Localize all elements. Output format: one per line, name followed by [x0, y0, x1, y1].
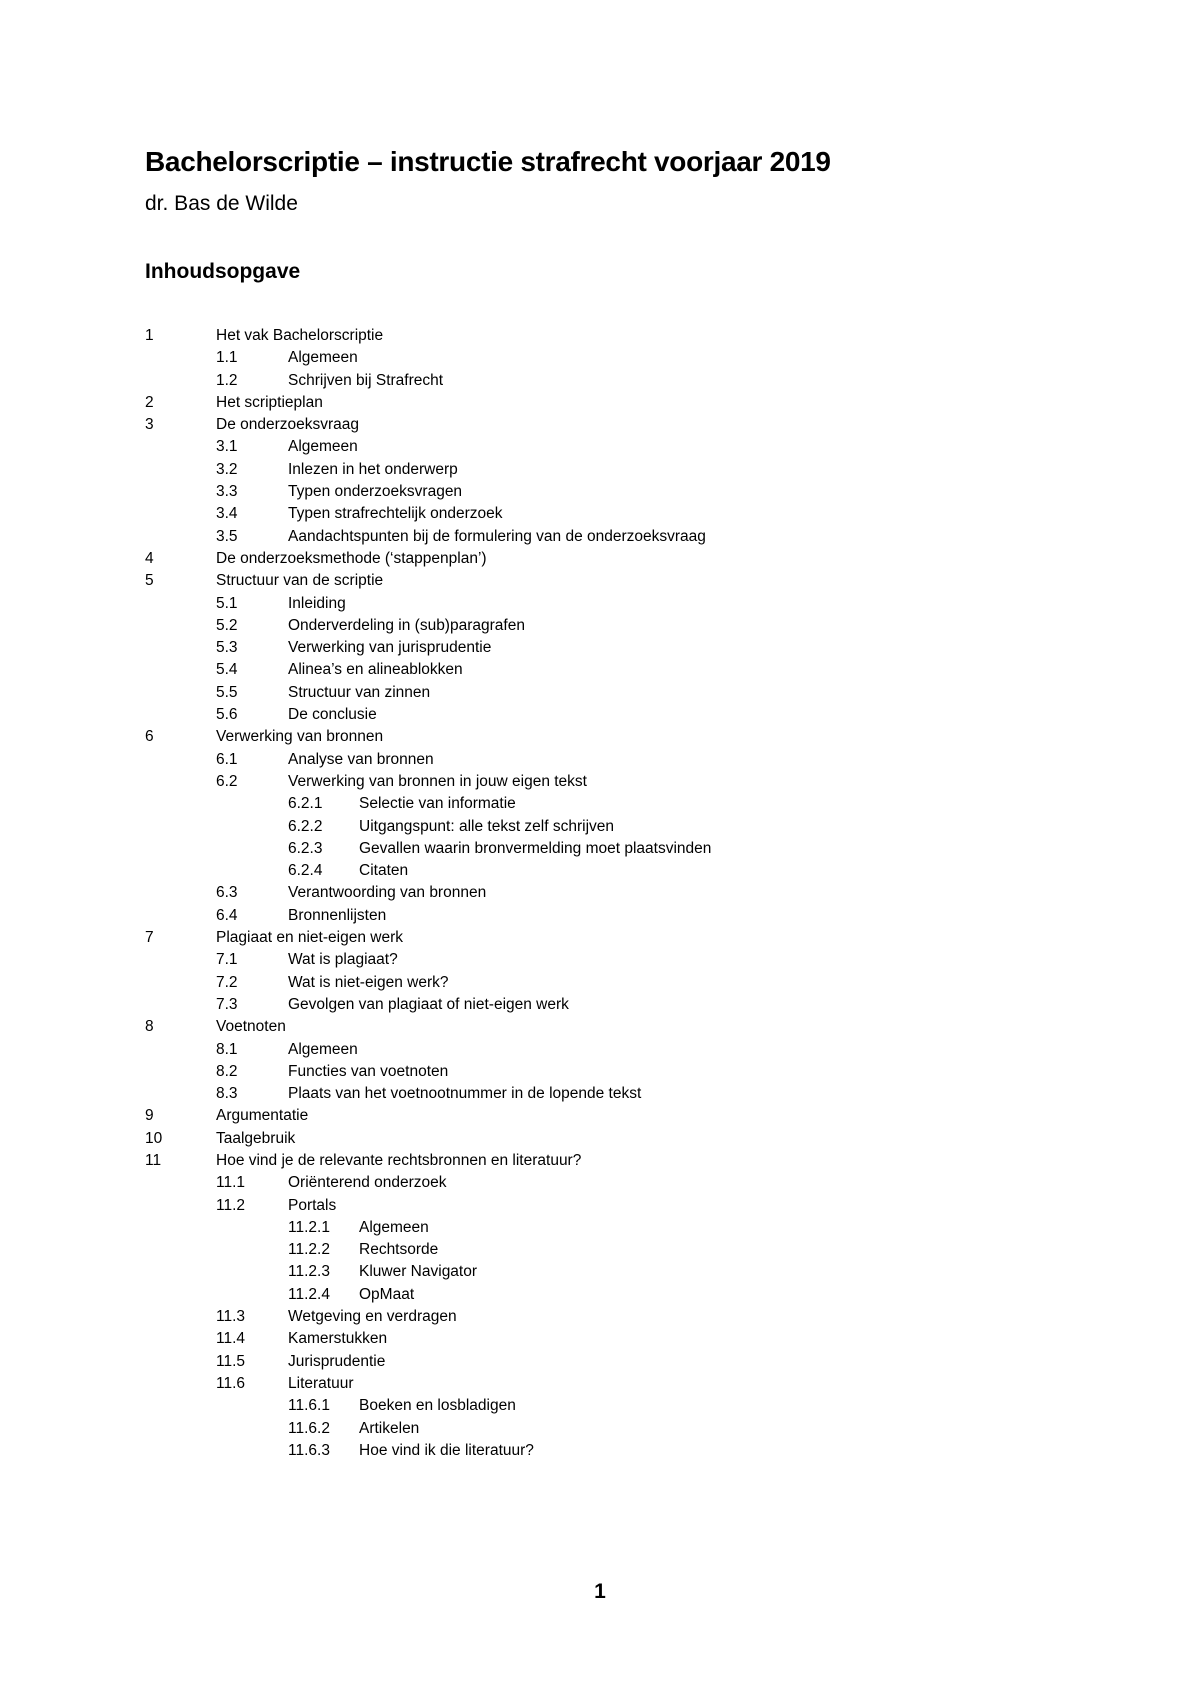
- toc-entry-number: 11.2: [216, 1196, 246, 1214]
- toc-entry: [0, 1128, 1200, 1150]
- toc-entry-number: 10: [145, 1129, 163, 1147]
- toc-entry-number: 6.2.1: [288, 795, 323, 813]
- toc-entry-title: Onderverdeling in (sub)paragrafen: [288, 616, 525, 634]
- toc-entry: [0, 1061, 1200, 1083]
- toc-entry: [0, 1306, 1200, 1328]
- toc-entry: [0, 370, 1200, 392]
- document-author: dr. Bas de Wilde: [145, 192, 298, 215]
- toc-entry-number: 1: [145, 327, 154, 344]
- toc-entry-number: 11.3: [216, 1308, 246, 1326]
- toc-entry: [0, 1150, 1200, 1172]
- toc-entry-title: De conclusie: [288, 706, 377, 724]
- toc-entry-number: 11.5: [216, 1352, 246, 1370]
- document-title: Bachelorscriptie – instructie strafrecht voorjaar 2019: [145, 146, 831, 177]
- toc-entry: [0, 816, 1200, 838]
- toc-entry: [0, 1395, 1200, 1417]
- toc-entry-title: Taalgebruik: [216, 1129, 296, 1147]
- toc-entry: [0, 593, 1200, 615]
- toc-entry: [0, 682, 1200, 704]
- toc-entry-number: 2: [145, 393, 154, 411]
- toc-entry-title: Structuur van de scriptie: [216, 572, 384, 590]
- toc-entry: [0, 325, 1200, 347]
- toc-entry: [0, 1261, 1200, 1283]
- toc-entry-number: 11.2.4: [288, 1285, 330, 1303]
- toc-entry: [0, 615, 1200, 637]
- toc-entry: [0, 749, 1200, 771]
- toc-entry-number: 7.2: [216, 973, 238, 991]
- toc-entry-title: Argumentatie: [216, 1107, 309, 1125]
- toc-entry-title: Jurisprudentie: [288, 1352, 386, 1370]
- toc-entry-title: Algemeen: [288, 349, 358, 367]
- toc-entry: [0, 436, 1200, 458]
- toc-entry-title: Wetgeving en verdragen: [288, 1308, 457, 1326]
- toc-entry-title: Voetnoten: [216, 1018, 286, 1036]
- toc-entry-title: De onderzoeksvraag: [216, 416, 360, 434]
- toc-entry-number: 6.2.3: [288, 839, 323, 857]
- toc-entry: [0, 414, 1200, 436]
- toc-entry-number: 3.5: [216, 527, 238, 545]
- toc-entry-number: 1.1: [216, 349, 238, 367]
- toc-entry: [0, 1105, 1200, 1127]
- toc-entry-title: Plaats van het voetnootnummer in de lopende tekst: [288, 1085, 642, 1103]
- toc-entry: [0, 860, 1200, 882]
- toc-entry-number: 8.3: [216, 1085, 238, 1103]
- toc-entry-number: 11.2.2: [288, 1241, 330, 1259]
- toc-entry-title: Artikelen: [359, 1419, 420, 1437]
- toc-entry-number: 6.2.2: [288, 817, 323, 835]
- toc-entry: [0, 972, 1200, 994]
- toc-entry-number: 9: [145, 1107, 154, 1125]
- toc-entry-number: 3.2: [216, 460, 238, 478]
- toc-entry: [0, 1016, 1200, 1038]
- toc-entry-number: 3.1: [216, 438, 238, 456]
- toc-entry-title: Plagiaat en niet-eigen werk: [216, 929, 403, 947]
- toc-entry: [0, 704, 1200, 726]
- toc-entry-number: 11.1: [216, 1174, 246, 1192]
- toc-entry-title: Gevolgen van plagiaat of niet-eigen werk: [288, 995, 569, 1013]
- toc-entry: [0, 347, 1200, 369]
- toc-entry-number: 11.6.2: [288, 1419, 330, 1437]
- toc-entry-title: Verwerking van bronnen: [216, 728, 384, 746]
- toc-entry: [0, 659, 1200, 681]
- toc-entry-number: 4: [145, 549, 154, 567]
- toc-entry: [0, 1440, 1200, 1462]
- toc-entry-number: 8: [145, 1018, 154, 1036]
- toc-entry: [0, 392, 1200, 414]
- toc-entry-title: Wat is plagiaat?: [288, 951, 398, 969]
- toc-entry: [0, 1195, 1200, 1217]
- toc-entry-title: Portals: [288, 1196, 337, 1214]
- toc-entry-number: 6: [145, 728, 154, 746]
- toc-entry-number: 6.1: [216, 750, 238, 768]
- toc-entry: [0, 1239, 1200, 1261]
- toc-entry: [0, 526, 1200, 548]
- toc-entry: [0, 949, 1200, 971]
- toc-entry: [0, 838, 1200, 860]
- toc-entry: [0, 994, 1200, 1016]
- toc-entry: [0, 1083, 1200, 1105]
- toc-entry-number: 5.1: [216, 594, 238, 612]
- toc-entry-number: 11: [145, 1151, 162, 1169]
- toc-entry-title: Wat is niet-eigen werk?: [288, 973, 449, 991]
- toc-entry: [0, 1351, 1200, 1373]
- toc-entry-number: 6.2: [216, 772, 238, 790]
- toc-entry: [0, 771, 1200, 793]
- toc-entry-title: Aandachtspunten bij de formulering van de onderzoeksvraag: [288, 527, 706, 545]
- toc-entry: [0, 1172, 1200, 1194]
- toc-entry-number: 7.1: [216, 951, 238, 969]
- toc-entry: [0, 1284, 1200, 1306]
- toc-entry: [0, 927, 1200, 949]
- toc-entry-title: Citaten: [359, 862, 409, 880]
- toc-entry-title: Inleiding: [288, 594, 346, 612]
- toc-entry-number: 5.5: [216, 683, 238, 701]
- toc-entry-number: 5: [145, 572, 154, 590]
- toc-entry-number: 8.1: [216, 1040, 238, 1058]
- toc-entry-number: 7: [145, 929, 154, 947]
- toc-entry-title: Rechtsorde: [359, 1241, 439, 1259]
- toc-entry-number: 5.2: [216, 616, 238, 634]
- toc-entry-number: 11.4: [216, 1330, 246, 1348]
- toc-entry: [0, 882, 1200, 904]
- toc-entry-title: Schrijven bij Strafrecht: [288, 371, 444, 389]
- toc-entry-title: Kamerstukken: [288, 1330, 388, 1348]
- toc-entry-title: Alinea’s en alineablokken: [288, 661, 463, 679]
- toc-entry-number: 5.3: [216, 639, 238, 657]
- toc-entry: [0, 793, 1200, 815]
- toc-entry-title: Bronnenlijsten: [288, 906, 387, 924]
- toc-entry: [0, 905, 1200, 927]
- toc-entry-title: Het vak Bachelorscriptie: [216, 327, 384, 344]
- toc-entry: [0, 570, 1200, 592]
- toc-entry-title: Boeken en losbladigen: [359, 1397, 516, 1415]
- toc-entry: [0, 481, 1200, 503]
- toc-entry-title: Literatuur: [288, 1374, 354, 1392]
- toc-entry-title: OpMaat: [359, 1285, 415, 1303]
- toc-entry-title: Analyse van bronnen: [288, 750, 434, 768]
- toc-entry-number: 3.3: [216, 483, 238, 501]
- toc-entry-title: Functies van voetnoten: [288, 1062, 449, 1080]
- toc-entry-title: Kluwer Navigator: [359, 1263, 478, 1281]
- toc-entry-title: Gevallen waarin bronvermelding moet plaatsvinden: [359, 839, 712, 857]
- toc-entry: [0, 726, 1200, 748]
- toc-entry-number: 6.4: [216, 906, 238, 924]
- toc-entry-number: 11.6: [216, 1374, 246, 1392]
- toc-entry-title: Algemeen: [288, 1040, 358, 1058]
- toc-entry-number: 5.6: [216, 706, 238, 724]
- toc-entry-number: 6.2.4: [288, 862, 323, 880]
- toc-entry: [0, 1217, 1200, 1239]
- toc-entry-title: Hoe vind je de relevante rechtsbronnen en literatuur?: [216, 1151, 582, 1169]
- toc-entry-number: 1.2: [216, 371, 238, 389]
- toc-entry: [0, 1039, 1200, 1061]
- toc-entry-title: Selectie van informatie: [359, 795, 516, 813]
- table-of-contents: [0, 325, 1200, 1462]
- toc-entry-number: 11.2.3: [288, 1263, 330, 1281]
- toc-entry-number: 8.2: [216, 1062, 238, 1080]
- toc-entry: [0, 548, 1200, 570]
- toc-entry-number: 11.6.1: [288, 1397, 330, 1415]
- toc-entry-title: Algemeen: [288, 438, 358, 456]
- toc-entry: [0, 1373, 1200, 1395]
- toc-entry: [0, 1328, 1200, 1350]
- toc-entry-title: Verantwoording van bronnen: [288, 884, 487, 902]
- toc-entry-number: 11.6.3: [288, 1441, 330, 1459]
- toc-entry-title: Uitgangspunt: alle tekst zelf schrijven: [359, 817, 615, 835]
- toc-entry-title: Het scriptieplan: [216, 393, 323, 411]
- toc-entry: [0, 459, 1200, 481]
- toc-entry-number: 7.3: [216, 995, 238, 1013]
- toc-entry-number: 6.3: [216, 884, 238, 902]
- toc-entry: [0, 503, 1200, 525]
- toc-entry-title: Typen onderzoeksvragen: [288, 483, 463, 501]
- toc-entry-number: 11.2.1: [288, 1218, 330, 1236]
- toc-entry-title: Verwerking van jurisprudentie: [288, 639, 492, 657]
- toc-entry-number: 5.4: [216, 661, 238, 679]
- toc-heading: Inhoudsopgave: [145, 260, 301, 283]
- page-number: 1: [594, 1580, 606, 1603]
- toc-entry-title: Typen strafrechtelijk onderzoek: [288, 505, 503, 523]
- toc-entry-title: Hoe vind ik die literatuur?: [359, 1441, 534, 1459]
- toc-entry: [0, 637, 1200, 659]
- toc-entry: [0, 1418, 1200, 1440]
- toc-entry-title: De onderzoeksmethode (‘stappenplan’): [216, 549, 487, 567]
- toc-entry-title: Structuur van zinnen: [288, 683, 431, 701]
- toc-entry-title: Algemeen: [359, 1218, 429, 1236]
- toc-entry-title: Oriënterend onderzoek: [288, 1174, 447, 1192]
- toc-entry-title: Verwerking van bronnen in jouw eigen tekst: [288, 772, 587, 790]
- toc-entry-number: 3.4: [216, 505, 238, 523]
- toc-entry-number: 3: [145, 416, 154, 434]
- toc-entry-title: Inlezen in het onderwerp: [288, 460, 458, 478]
